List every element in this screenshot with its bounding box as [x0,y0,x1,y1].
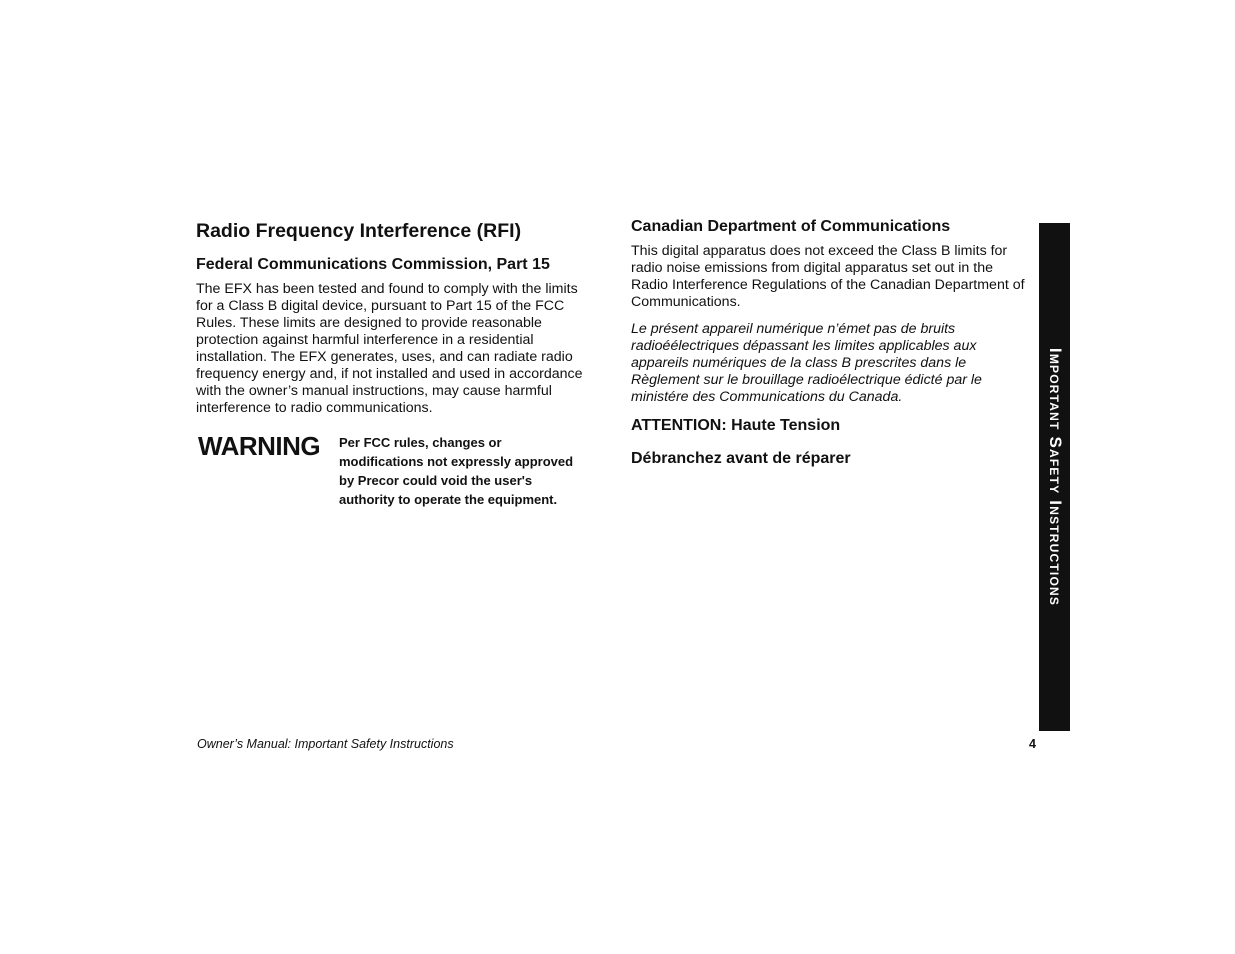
fcc-paragraph: The EFX has been tested and found to comply with the limits for a Class B digital device, pursuant to Part 15 of the FCC Rules. These limits are designed to provide reasonable protection against harmful interference in a residential installation. The EFX generates, uses, and can radiate radio frequency energy and, if not installed and used in accordance with the owner’s manual instructions, may cause harmful interference to radio communications. [196,281,583,416]
attention-heading: ATTENTION: Haute Tension [631,417,841,434]
warning-text: Per FCC rules, changes or modifications not expressly approved by Precor could void the user's authority to operate the equipment. [339,435,574,507]
side-tab-label: Important Safety Instructions [1045,347,1065,607]
right-column [631,217,1026,482]
fcc-subtitle: Federal Communications Commission, Part 15 [196,256,550,273]
left-column [196,217,591,509]
warning-block [196,431,591,509]
canadian-paragraph-fr: Le présent appareil numérique n’émet pas de bruits radioéélectriques dépassant les limites applicables aux appareils numériques de la class B prescrites dans le Règlement sur le brouillage radioélectrique édicté par le ministére des Communications du Canada. [631,321,982,405]
canadian-subtitle: Canadian Department of Communications [631,218,951,235]
page-number: 4 [1029,737,1036,751]
canadian-paragraph-en: This digital apparatus does not exceed the Class B limits for radio noise emissions from digital apparatus set out in the Radio Interference Regulations of the Canadian Department of Communications. [631,243,1025,310]
warning-label: WARNING [198,431,321,461]
side-tab [1039,223,1070,731]
footer-title: Owner’s Manual: Important Safety Instructions [197,737,454,751]
section-title: Radio Frequency Interference (RFI) [196,220,522,242]
unplug-heading: Débranchez avant de réparer [631,450,851,467]
